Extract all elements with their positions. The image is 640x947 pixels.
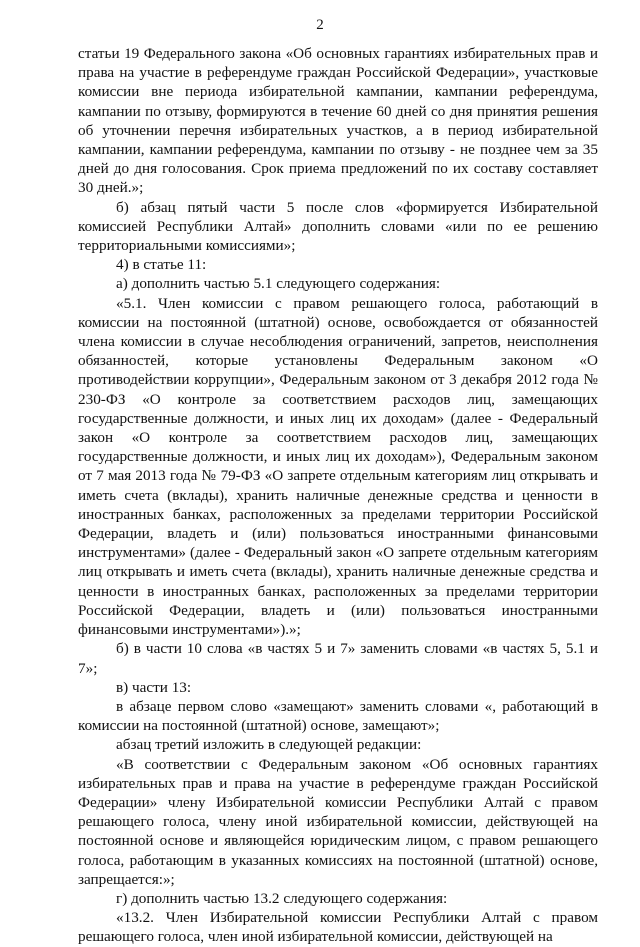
paragraph-part-13-heading: в) части 13: <box>116 678 192 696</box>
paragraph-part-5-1: «5.1. Член комиссии с правом решающего голоса, работающий в комиссии на постоянной (штатной) основе, освобождается от обязанностей члена комиссии в случае несоблюдения ограничений, запретов, неисполнения обязанностей, которые установлены Федеральным законом «О противодействии коррупции», Федеральным законом от 3 декабря 2012 года № 230-ФЗ «О контроле за соответствием расходов лиц, замещающих государственные должности, и иных лиц их доходам» (далее - Федеральный закон «О контроле за соответствием расходов лиц, замещающих государственные должности, и иных лиц их доходам»), Федеральным законом от 7 мая 2013 года № 79-ФЗ «О запрете отдельным категориям лиц открывать и иметь счета (вклады), хранить наличные денежные средства и ценности в иностранных банках, расположенных за пределами территории Российской Федерации, владеть и (или) пользоваться иностранными финансовыми инструментами» (далее - Федеральный закон «О запрете отдельным категориям лиц открывать и иметь счета (вклады), хранить наличные денежные средства и ценности в иностранных банках, расположенных за пределами территории Российской Федерации, владеть и (или) пользоваться иностранными финансовыми инструментами»).»; <box>78 294 598 639</box>
paragraph-amendment-g: г) дополнить частью 13.2 следующего содержания: <box>116 889 448 907</box>
paragraph-part-13-2: «13.2. Член Избирательной комиссии Республики Алтай с правом решающего голоса, член иной избирательной комиссии, действующей на <box>78 909 598 946</box>
paragraph-amendment-b: б) абзац пятый части 5 после слов «формируется Избирательной комиссией Республики Алтай» дополнить словами «или по ее решению территориальными комиссиями»; <box>78 198 598 255</box>
paragraph-amendment-a: а) дополнить частью 5.1 следующего содержания: <box>116 275 441 293</box>
paragraph-statute-continuation: статьи 19 Федерального закона «Об основных гарантиях избирательных прав и права на участие в референдуме граждан Российской Федерации», участковые комиссии вне периода избирательной кампании, кампании референдума, кампании по отзыву, формируются в течение 60 дней со дня принятия решения об уточнении перечня избирательных участков, а в период избирательной кампании, кампании референдума, кампании по отзыву - не позднее чем за 35 дней до дня голосования. Срок приема предложений по их составу составляет 30 дней.»; <box>78 45 598 197</box>
paragraph-part-13-third-clause-intro: абзац третий изложить в следующей редакции: <box>116 736 422 754</box>
paragraph-part-13-third-clause-text: «В соответствии с Федеральным законом «Об основных гарантиях избирательных прав и права на участие в референдуме граждан Российской Федерации» члену Избирательной комиссии Республики Алтай с правом решающего голоса, члену иной избирательной комиссии, действующей на постоянной основе и являющейся юридическим лицом, с правом решающего голоса, работающим в указанных комиссиях на постоянной (штатной) основе, запрещается:»; <box>78 755 598 888</box>
page-number: 2 <box>316 17 324 33</box>
document-body <box>78 44 598 947</box>
paragraph-part-10: б) в части 10 слова «в частях 5 и 7» заменить словами «в частях 5, 5.1 и 7»; <box>78 640 598 677</box>
paragraph-article-11-heading: 4) в статье 11: <box>116 256 207 274</box>
paragraph-part-13-first-clause: в абзаце первом слово «замещают» заменить словами «, работающий в комиссии на постоянной (штатной) основе, замещают»; <box>78 697 598 735</box>
